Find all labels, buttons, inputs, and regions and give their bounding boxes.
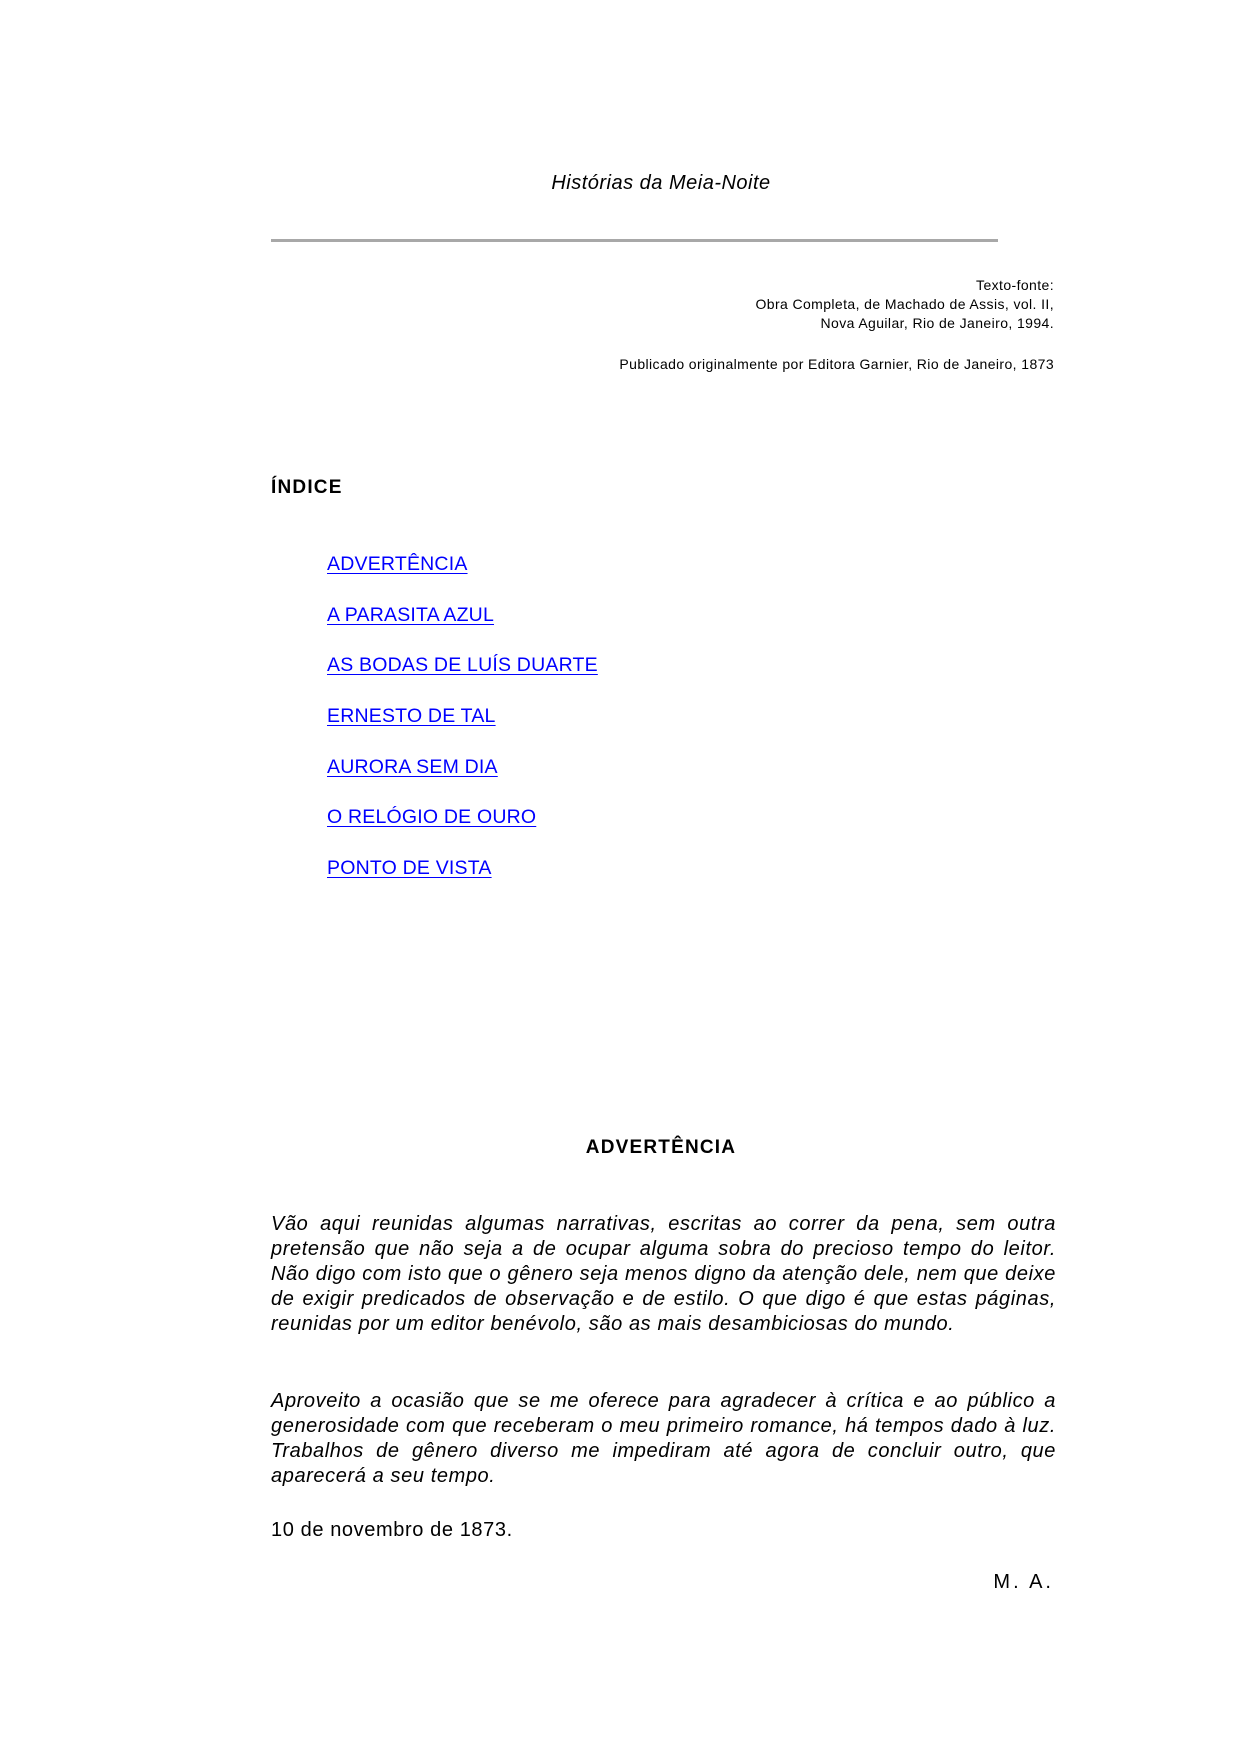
source-line-work: Obra Completa, de Machado de Assis, vol. II,	[755, 296, 1054, 312]
toc-item	[327, 653, 598, 704]
toc-link-aurora-sem-dia[interactable]: AURORA SEM DIA	[327, 755, 498, 778]
index-heading: ÍNDICE	[271, 477, 343, 498]
advertencia-paragraph-2: Aproveito a ocasião que se me oferece para agradecer à crítica e ao público a generosidade com que receberam o meu primeiro romance, há tempos dado à luz. Trabalhos de gênero diverso me impediram até agora de concluir outro, que aparecerá a seu tempo.	[271, 1390, 1056, 1487]
toc-item	[327, 552, 598, 603]
original-publication-note: Publicado originalmente por Editora Garnier, Rio de Janeiro, 1873	[619, 356, 1054, 372]
title-divider	[271, 239, 998, 242]
toc-item	[327, 704, 598, 755]
advertencia-heading: ADVERTÊNCIA	[585, 1137, 737, 1158]
toc-link-advertencia[interactable]: ADVERTÊNCIA	[327, 553, 468, 575]
toc-link-o-relogio-de-ouro[interactable]: O RELÓGIO DE OURO	[327, 806, 537, 829]
advertencia-date: 10 de novembro de 1873.	[271, 1519, 513, 1541]
source-line-label: Texto-fonte:	[976, 277, 1054, 293]
source-line-publisher: Nova Aguilar, Rio de Janeiro, 1994.	[820, 315, 1054, 331]
toc-link-ponto-de-vista[interactable]: PONTO DE VISTA	[327, 857, 492, 880]
page-title: Histórias da Meia-Noite	[551, 172, 771, 194]
table-of-contents	[327, 552, 598, 907]
toc-item	[327, 603, 598, 654]
toc-item	[327, 805, 598, 856]
author-signature: M. A.	[993, 1571, 1054, 1593]
advertencia-paragraph-1: Vão aqui reunidas algumas narrativas, escritas ao correr da pena, sem outra pretensão que não seja a de ocupar alguma sobra do precioso tempo do leitor. Não digo com isto que o gênero seja menos digno da atenção dele, nem que deixe de exigir predicados de observação e de estilo. O que digo é que estas páginas, reunidas por um editor benévolo, são as mais desambiciosas do mundo.	[271, 1213, 1056, 1335]
toc-link-ernesto-de-tal[interactable]: ERNESTO DE TAL	[327, 705, 496, 728]
source-note	[755, 276, 1054, 333]
toc-link-as-bodas-de-luis-duarte[interactable]: AS BODAS DE LUÍS DUARTE	[327, 654, 598, 677]
toc-item	[327, 755, 598, 806]
toc-link-a-parasita-azul[interactable]: A PARASITA AZUL	[327, 603, 495, 626]
toc-item	[327, 856, 598, 907]
